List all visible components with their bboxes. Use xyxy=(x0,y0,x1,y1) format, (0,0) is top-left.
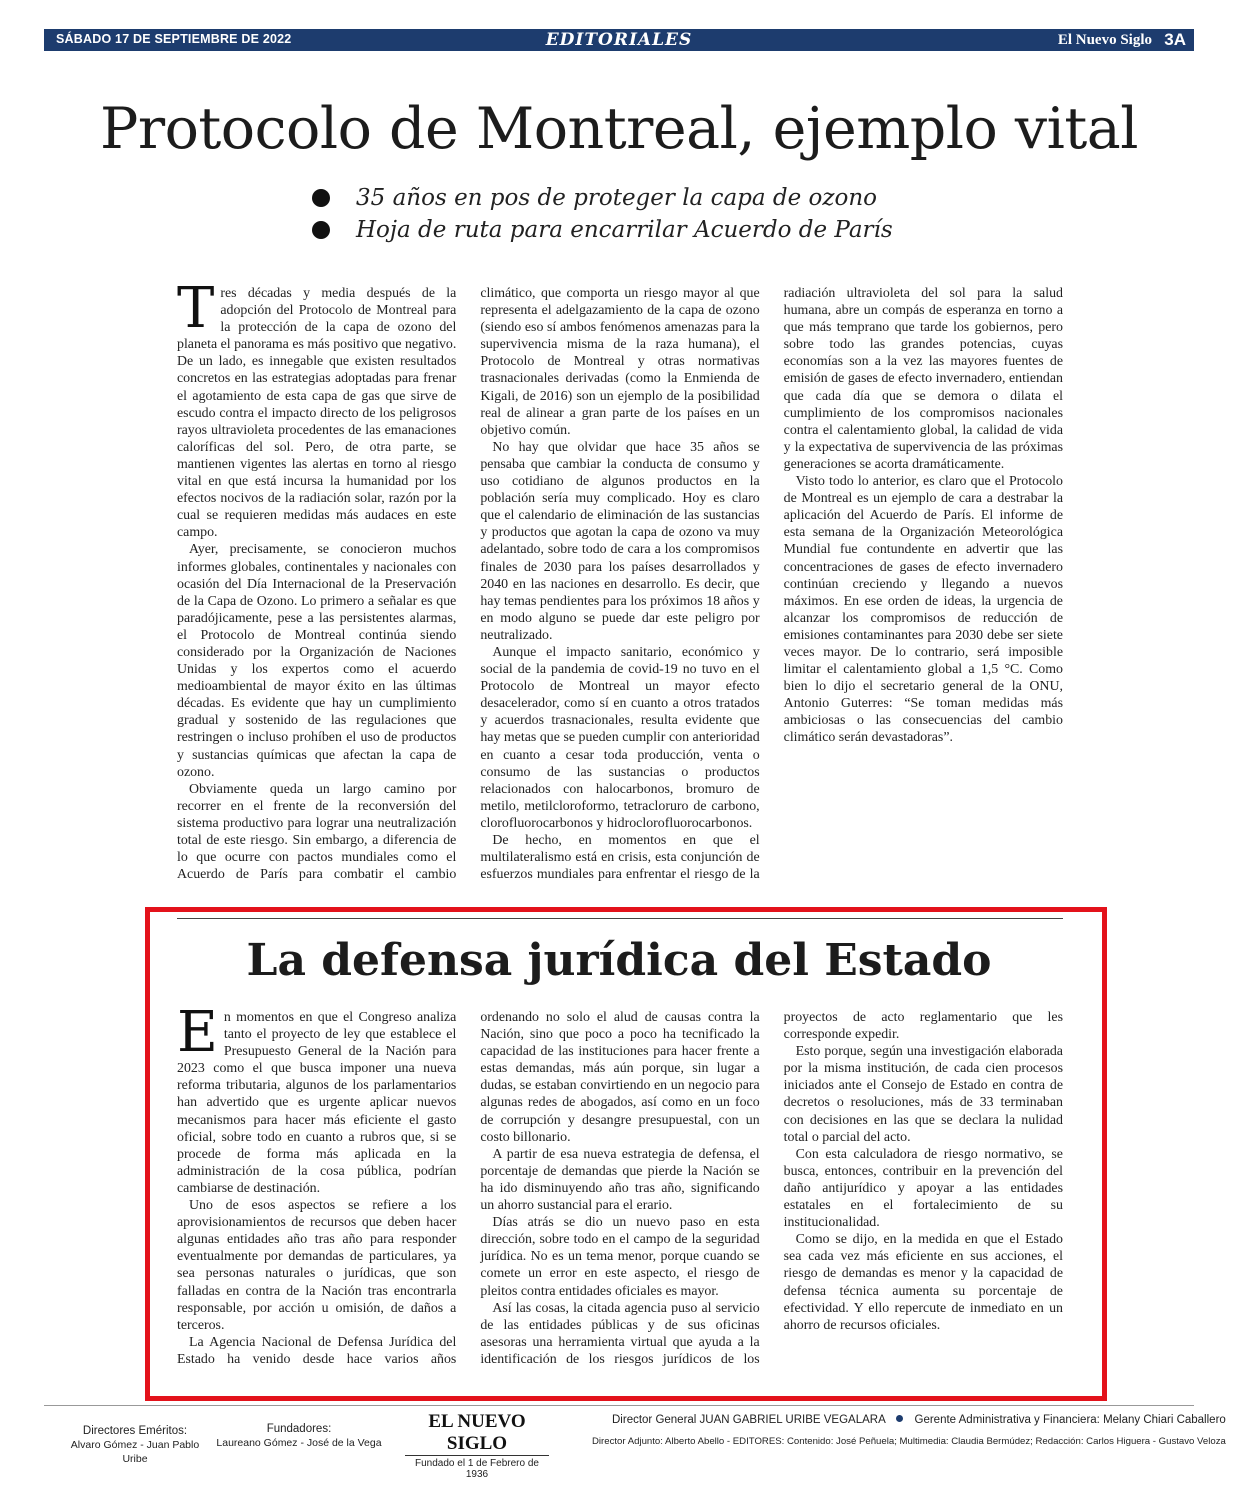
editorial-2-body xyxy=(177,1000,1063,1377)
footer-divider xyxy=(44,1405,1194,1406)
article-paragraph: Como se dijo, en la medida en que el Estado sea cada vez más eficiente en sus acciones, el riesgo de demandas es menor y la capacidad de defensa técnica aumenta su porcentaje de efectividad. Y ello repercute de inmediato en un ahorro de recursos oficiales. xyxy=(783,1232,1063,1333)
article-paragraph: Ayer, precisamente, se conocieron muchos informes globales, continentales y nacionales con ocasión del Día Internacional de la Preservación de la Capa de Ozono. Lo primero a señalar es que paradójicamente, pese a las persistentes alarmas, el Protocolo de Montreal continúa siendo considerado por la Organización de Naciones Unidas y los expertos como el acuerdo medioambiental de mayor éxito en las últimas décadas. Es evidente que hay un cumplimiento gradual y sostenido de las regulaciones que restringen o incluso prohíben el uso de productos y sustancias químicas que afectan la capa de ozono. xyxy=(177,542,457,780)
subhead-item xyxy=(312,182,893,214)
footer-logo-name: EL NUEVO SIGLO xyxy=(428,1411,526,1454)
emeritus-directors xyxy=(60,1424,210,1466)
page-header-bar xyxy=(44,29,1194,51)
section-title[interactable]: EDITORIALES xyxy=(545,30,693,50)
subhead-text: Hoja de ruta para encarrilar Acuerdo de París xyxy=(356,217,893,243)
founders-names: Laureano Gómez - José de la Vega xyxy=(216,1437,382,1449)
article-paragraph: Con esta calculadora de riesgo normativo, se busca, entonces, contribuir en la prevención del daño antijurídico y apoyar a las entidades estatales en el fortalecimiento de su institucionalidad. xyxy=(783,1146,1063,1231)
separator-dot-icon xyxy=(896,1415,903,1422)
footer-editors: Director Adjunto: Alberto Abello - EDITORES: Contenido: José Peñuela; Multimedia: Claudia Bermúdez; Redacción: Carlos Higuera - Gustavo Veloza xyxy=(592,1436,1226,1447)
article-paragraph: Aunque el impacto sanitario, económico y social de la pandemia de covid-19 no tuvo en el Protocolo de Montreal un mayor efecto desacelerador, como sí en cuanto a otros tratados y acuerdos trasnacionales, resulta evidente que hay metas que se pueden cumplir con anterioridad en cuanto a cesar toda producción, venta o consumo de las sustancias o productos relacionados con halocarbonos, bromuro de metilo, metilcloroformo, tetracloruro de carbono, clorofluorocarbonos y hidroclorofluorocarbonos. xyxy=(480,644,760,831)
newspaper-name: El Nuevo Siglo xyxy=(1057,32,1152,48)
article-paragraph: Días atrás se dio un nuevo paso en esta dirección, sobre todo en el campo de la seguridad jurídica. No es un tema menor, porque cuando se comete un error en este aspecto, el riesgo de pleitos contra entidades oficiales es mayor. xyxy=(480,1215,760,1299)
subhead-item xyxy=(312,214,893,246)
article-paragraph: Visto todo lo anterior, es claro que el Protocolo de Montreal es un ejemplo de cara a destrabar la aplicación del Acuerdo de París. El informe de esta semana de la Organización Meteorológica Mundial fue contundente en advertir que las concentraciones de gases de efecto invernadero continúan creciendo y llegando a nuevos máximos. En ese orden de ideas, la urgencia de alcanzar los compromisos de reducción de emisiones contaminantes para 2030 debe ser siete veces mayor. De lo contrario, será imposible limitar el calentamiento global a 1,5 °C. Como bien lo dijo el secretario general de la ONU, Antonio Guterres: “Se toman medidas más ambiciosas o las consecuencias del cambio climático serán devastadoras”. xyxy=(783,474,1063,746)
bullet-icon xyxy=(312,221,330,239)
article-paragraph: De hecho, en momentos en que el multilateralismo está en crisis, esta conjunción de esfuerzos mundiales para enfrentar el riesgo de la radiación ultravioleta del sol para la salud humana, abre un compás de esperanza en torno a que más temprano que tarde los gobiernos, pero sobre todo las grandes potencias, cuyas economías son a la vez las mayores fuentes de emisión de gases de efecto invernadero, entiendan que cada día que se demora o dilata el cumplimiento de los compromisos nacionales contra el calentamiento global, la calidad de vida y la expectativa de supervivencia de las próximas generaciones se acorta dramáticamente. xyxy=(480,286,1063,883)
founded-date: Fundado el 1 de Febrero de 1936 xyxy=(405,1455,549,1480)
founders-label: Fundadores: xyxy=(266,1423,332,1435)
divider xyxy=(177,918,1063,919)
publication-date: SÁBADO 17 DE SEPTIEMBRE DE 2022 xyxy=(56,32,292,46)
article-paragraph: La Agencia Nacional de Defensa Jurídica del Estado ha venido desde hace varios años ordenando no solo el alud de causas contra la Nación, sino que poco a poco ha tecnificado la capacidad de las instituciones para hacer frente a estas demandas, más aún porque, sin lugar a dudas, se estaban convirtiendo en un negocio para algunas redes de abogados, así como en un foco de corrupción y desangre presupuestal, con un costo billonario. xyxy=(177,1010,760,1367)
director-general: Director General JUAN GABRIEL URIBE VEGALARA xyxy=(612,1414,886,1426)
article-paragraph: Obviamente queda un largo camino por recorrer en el frente de la reconversión del sistema productivo para lograr una neutralización total de este riesgo. Sin embargo, a diferencia de lo que ocurre con pactos mundiales como el Acuerdo de París para combatir el cambio climático, que comporta un riesgo mayor al que representa el adelgazamiento de la capa de ozono (siendo eso sí ambos fenómenos amenazas para la supervivencia misma de la raza humana), el Protocolo de Montreal y otras normativas trasnacionales derivadas (como la Enmienda de Kigali, de 2016) son un ejemplo de la posibilidad real de alinear a gran parte de los países en un objetivo común. xyxy=(177,286,760,883)
bullet-icon xyxy=(312,189,330,207)
page-number: 3A xyxy=(1164,30,1186,49)
emeritus-directors-label: Directores Eméritos: xyxy=(82,1425,188,1437)
founders xyxy=(214,1422,384,1450)
general-manager: Gerente Administrativa y Financiera: Melany Chiari Caballero xyxy=(914,1414,1226,1426)
drop-cap: T xyxy=(177,276,215,341)
editorial-2-title: La defensa jurídica del Estado xyxy=(246,935,992,986)
article-paragraph: Así las cosas, la citada agencia puso al servicio de las entidades públicas y de sus oficinas asesoras una herramienta virtual que ayuda a la identificación de los riesgos jurídicos de los proyectos de acto reglamentario que les corresponde expedir. xyxy=(480,1010,1063,1367)
subhead-text: 35 años en pos de proteger la capa de ozono xyxy=(356,185,878,211)
article-paragraph: Tres décadas y media después de la adopción del Protocolo de Montreal para la protección de la capa de ozono del planeta el panorama es más positivo que negativo. De un lado, es innegable que existen resultados concretos en las estrategias adoptadas para frenar el agotamiento de esta capa de gas que sirve de escudo contra el impacto directo de los peligrosos rayos ultravioleta procedentes de las emanaciones caloríficas del sol. Pero, de otra parte, se mantienen vigentes las alertas en torno al riesgo vital en que está incursa la humanidad por los efectos nocivos de la radiación solar, razón por la cual se requieren medidas más audaces en este campo. xyxy=(177,276,457,541)
article-paragraph: A partir de esa nueva estrategia de defensa, el porcentaje de demandas que pierde la Nación se ha ido disminuyendo año tras año, significando un ahorro sustancial para el erario. xyxy=(480,1146,760,1214)
drop-cap: E xyxy=(177,1000,218,1065)
article-paragraph: Uno de esos aspectos se refiere a los aprovisionamientos de recursos que deben hacer algunas entidades año tras año para responder eventualmente por demandas de particulares, ya sea personas naturales o jurídicas, que son falladas en contra de la Nación tras encontrarla responsable, por acción u omisión, de daños a terceros. xyxy=(177,1198,457,1333)
editorial-1-subheads xyxy=(312,182,893,246)
article-paragraph: Esto porque, según una investigación elaborada por la misma institución, de cada cien procesos iniciados ante el Consejo de Estado en contra de decretos o resoluciones, más de 33 terminaban con decisiones en las que se declara la nulidad total o parcial del acto. xyxy=(783,1044,1063,1145)
article-paragraph: No hay que olvidar que hace 35 años se pensaba que cambiar la conducta de consumo y uso cotidiano de algunos productos en la población sería muy complicado. Hoy es claro que el calendario de eliminación de las sustancias y productos que agotan la capa de ozono va muy adelantado, sobre todo de cara a los compromisos finales de 2030 para los países desarrollados y 2040 en las naciones en desarrollo. Es decir, que hay temas pendientes para los próximos 18 años y en modo alguno se puede dar este peligro por neutralizado. xyxy=(480,439,760,643)
emeritus-directors-names: Alvaro Gómez - Juan Pablo Uribe xyxy=(70,1439,200,1465)
editorial-1-title: Protocolo de Montreal, ejemplo vital xyxy=(99,96,1138,162)
article-paragraph: En momentos en que el Congreso analiza tanto el proyecto de ley que establece el Presupuesto General de la Nación para 2023 como el que busca imponer una nueva reforma tributaria, algunos de los parlamentarios han advertido que es urgente aplicar nuevos mecanismos para hacer más eficiente el gasto oficial, sobre todo en cuanto a rubros que, si se procede de forma más aplicada en la administración de la cosa pública, podrían cambiarse de destinación. xyxy=(177,1000,457,1196)
editorial-1-body xyxy=(177,276,1063,890)
footer-management xyxy=(612,1414,1226,1426)
footer-logo[interactable] xyxy=(405,1411,549,1480)
